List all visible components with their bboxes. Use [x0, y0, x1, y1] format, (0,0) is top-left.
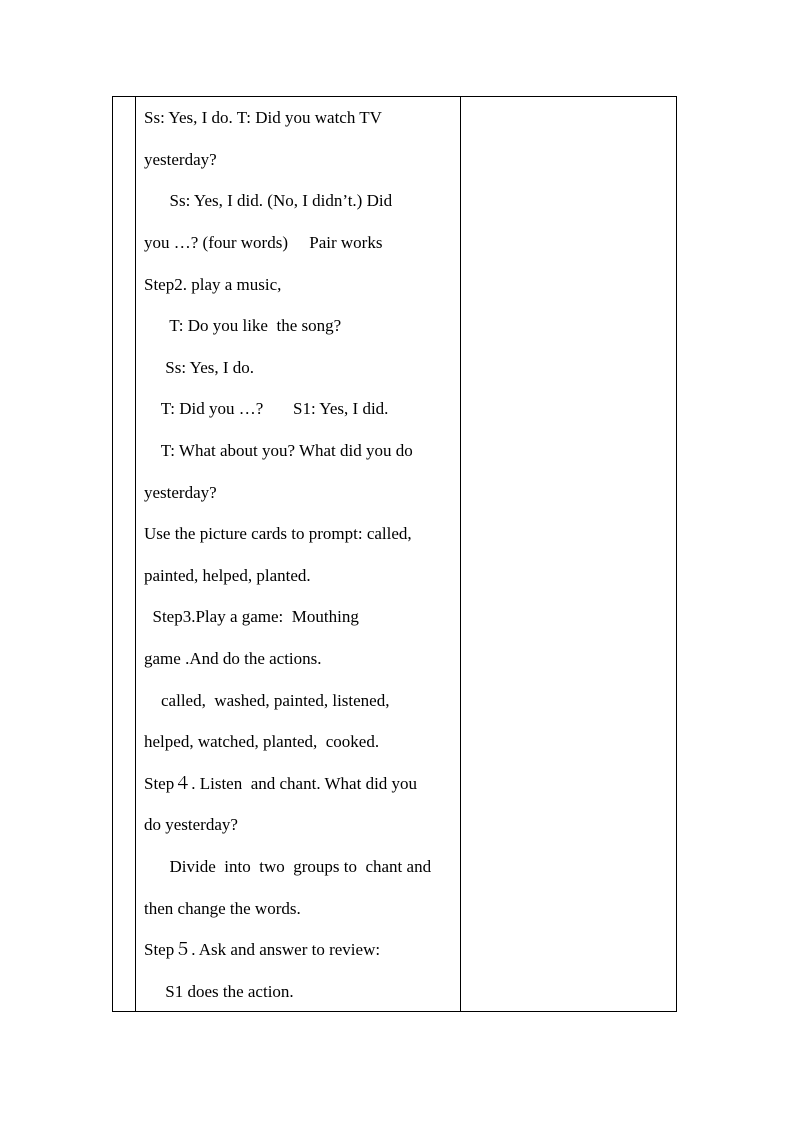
text-line: do yesterday? — [144, 815, 238, 834]
text-line: Step3.Play a game: Mouthing — [144, 607, 359, 626]
column-divider-2 — [460, 96, 461, 1012]
text-line: Ss: Yes, I did. (No, I didn’t.) Did — [144, 191, 393, 210]
text-line: called, washed, painted, listened, — [144, 691, 390, 710]
text-line: painted, helped, planted. — [144, 566, 311, 585]
text-line: Ss: Yes, I do. — [144, 358, 255, 377]
table-top-border — [112, 96, 677, 97]
text-line: T: Did you …? S1: Yes, I did. — [144, 399, 389, 418]
table-right-border — [676, 96, 677, 1012]
column-divider-1 — [135, 96, 136, 1012]
text-line: T: What about you? What did you do — [144, 441, 413, 460]
text-line: game .And do the actions. — [144, 649, 322, 668]
text-line: S1 does the action. — [144, 982, 294, 1001]
text-line: Step４. Listen and chant. What did you — [144, 774, 418, 793]
text-line: T: Do you like the song? — [144, 316, 342, 335]
table-bottom-border — [112, 1011, 677, 1012]
text-line: Ss: Yes, I do. T: Did you watch TV — [144, 108, 382, 127]
text-line: Divide into two groups to chant and — [144, 857, 432, 876]
text-line: Use the picture cards to prompt: called, — [144, 524, 412, 543]
text-line: Step５. Ask and answer to review: — [144, 940, 381, 959]
text-line: Step2. play a music, — [144, 275, 282, 294]
text-line: you …? (four words) Pair works — [144, 233, 383, 252]
text-line: yesterday? — [144, 150, 217, 169]
table-left-border — [112, 96, 113, 1012]
text-line: then change the words. — [144, 899, 301, 918]
text-line: helped, watched, planted, cooked. — [144, 732, 380, 751]
text-line: yesterday? — [144, 483, 217, 502]
